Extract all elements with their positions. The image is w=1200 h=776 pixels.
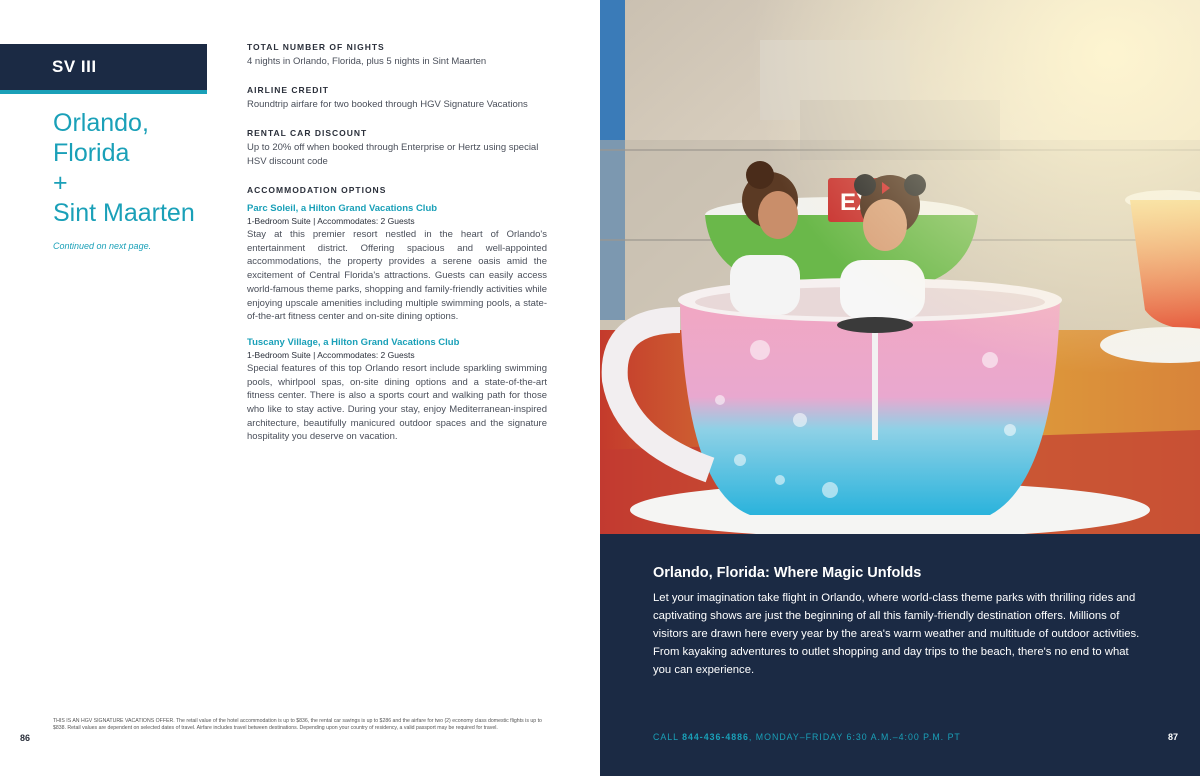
destination-line: + (53, 169, 68, 197)
page-number-right: 87 (1168, 732, 1179, 742)
detail-value: Roundtrip airfare for two booked through HGV Signature Vacations (247, 99, 528, 110)
page-number-left: 86 (20, 733, 31, 743)
teacup-ride-illustration (600, 0, 1200, 534)
destination-title (53, 108, 213, 228)
detail-section (247, 42, 547, 69)
detail-section (247, 128, 547, 169)
resort-description: Stay at this premier resort nestled in the heart of Orlando's entertainment district. Offering spacious and well-appointed accommodations, the property provides a serene oasis amid the excitement of Central Florida's attractions. Guests can easily access world-famous theme parks, shopping and family-friendly activities while enjoying upscale amenities including multiple swimming pools, a state-of-the-art fitness center and on-site dining options. (247, 229, 547, 323)
detail-section (247, 85, 547, 112)
call-hours: , MONDAY–FRIDAY 6:30 A.M.–4:00 P.M. PT (748, 732, 961, 742)
detail-heading: RENTAL CAR DISCOUNT (247, 128, 368, 138)
resort-name: Parc Soleil, a Hilton Grand Vacations Club (247, 203, 438, 214)
destination-info-panel (600, 534, 1200, 776)
resort-suite-info: 1-Bedroom Suite | Accommodates: 2 Guests (247, 349, 415, 360)
package-details (247, 42, 547, 457)
destination-line: Orlando, (53, 109, 149, 137)
panel-title: Orlando, Florida: Where Magic Unfolds (653, 565, 922, 581)
section-tab-label: SV III (52, 57, 97, 76)
resort-name: Tuscany Village, a Hilton Grand Vacations Club (247, 336, 460, 348)
accommodation-heading: ACCOMMODATION OPTIONS (247, 185, 387, 195)
detail-value: Up to 20% off when booked through Enterprise or Hertz using special HSV discount code (247, 142, 539, 167)
phone-number[interactable]: 844-436-4886 (682, 732, 749, 742)
detail-value: 4 nights in Orlando, Florida, plus 5 nights in Sint Maarten (247, 56, 487, 67)
destination-line: Florida (53, 139, 130, 167)
continued-note: Continued on next page. (53, 241, 152, 251)
call-prefix: CALL (653, 732, 683, 742)
resort-suite-info: 1-Bedroom Suite | Accommodates: 2 Guests (247, 216, 415, 226)
resort-entry (247, 203, 547, 324)
resort-entry (247, 337, 547, 444)
legal-disclaimer: THIS IS AN HGV SIGNATURE VACATIONS OFFER. The retail value of the hotel accommodation is up to $836, the rental car savings is up to $286 and the airfare for two (2) economy class domestic flights is up to $838. Retail values are dependent on selected dates of travel. Airfare includes travel between destinations. Depending upon your country of residency, a valid passport may be required for travel. (53, 718, 542, 731)
section-tab-accent-line (0, 90, 207, 94)
detail-heading: AIRLINE CREDIT (247, 85, 329, 95)
teacup-ride-photo (600, 0, 1200, 534)
detail-heading: TOTAL NUMBER OF NIGHTS (247, 42, 385, 52)
destination-line: Sint Maarten (53, 199, 195, 227)
panel-body: Let your imagination take flight in Orlando, where world-class theme parks with thrilling rides and captivating shows are just the beginning of all this family-friendly destination offers. Millions of visitors are drawn here every year by the area's warm weather and multitude of outdoor activities. From kayaking adventures to outlet shopping and day trips to the beach, there's no end to what you can experience. (653, 592, 1140, 676)
resort-description: Special features of this top Orlando resort include sparkling swimming pools, whirlpool spas, on-site dining options and a state-of-the-art fitness center. There is also a sports court and walking path for those who like to stay active. During your stay, enjoy Mediterranean-inspired architecture, beautifully manicured outdoor spaces and the signature hospitality you deserve on vacation. (247, 362, 547, 443)
call-line (653, 732, 961, 742)
section-tab (0, 44, 207, 90)
